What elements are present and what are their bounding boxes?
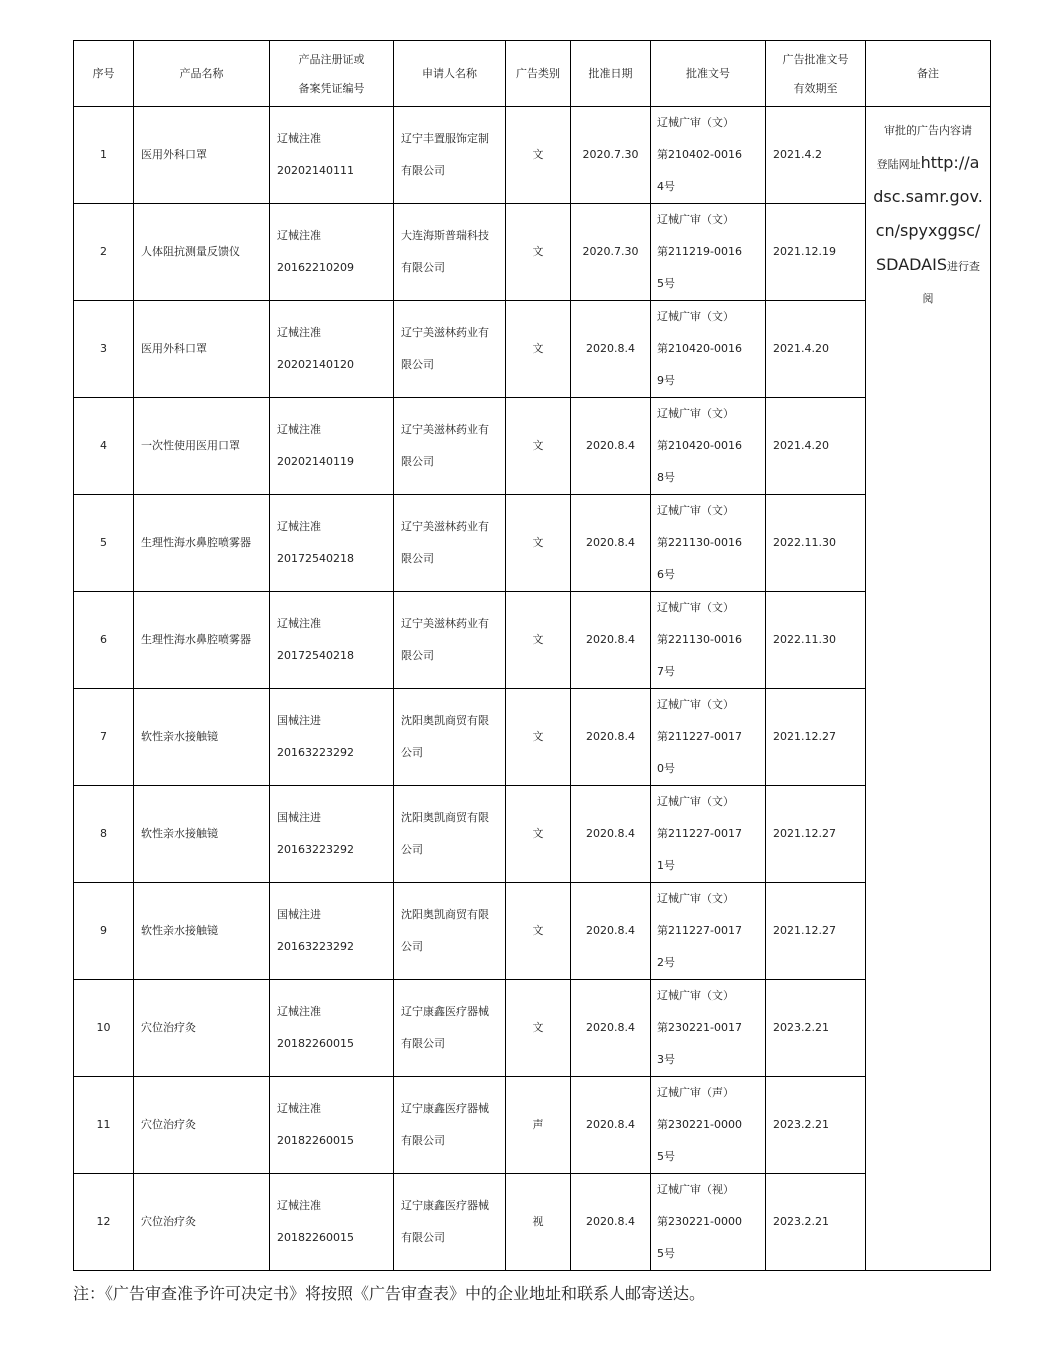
cell-ad-type	[506, 786, 571, 883]
cell-product-text: 一次性使用医用口罩	[141, 439, 240, 452]
cell-ad-type	[506, 1174, 571, 1271]
cell-reg-no	[270, 1174, 394, 1271]
cell-reg-no-text: 辽械注准 20202140120	[277, 326, 354, 371]
cell-ad-type	[506, 592, 571, 689]
cell-product	[134, 301, 270, 398]
cell-ad-type-text: 文	[532, 827, 544, 840]
header-valid-until	[766, 41, 866, 107]
cell-valid-until	[766, 592, 866, 689]
remark-prefix: 登陆网址	[876, 158, 921, 171]
header-reg-no-text: 产品注册证或 备案凭证编号	[298, 52, 365, 95]
cell-applicant-text: 沈阳奥凯商贸有限 公司	[401, 811, 489, 856]
cell-doc-no	[651, 883, 766, 980]
cell-doc-no-text: 辽械广审（文） 第210402-0016 4号	[657, 116, 742, 193]
cell-ad-type	[506, 980, 571, 1077]
cell-reg-no-text: 辽械注准 20172540218	[277, 520, 354, 565]
cell-no-text: 5	[100, 536, 107, 549]
cell-ad-type-text: 文	[532, 245, 544, 258]
cell-product-text: 软性亲水接触镜	[141, 730, 218, 743]
cell-doc-no	[651, 301, 766, 398]
cell-applicant-text: 辽宁美滋林药业有 限公司	[401, 617, 489, 662]
cell-product-text: 医用外科口罩	[141, 342, 207, 355]
cell-product	[134, 398, 270, 495]
cell-no	[74, 1174, 134, 1271]
cell-valid-until-text: 2021.12.19	[773, 245, 836, 258]
table-row	[74, 592, 991, 689]
cell-valid-until	[766, 398, 866, 495]
cell-applicant	[394, 592, 506, 689]
cell-valid-until	[766, 689, 866, 786]
approval-table	[73, 40, 991, 1271]
cell-valid-until-text: 2023.2.21	[773, 1215, 829, 1228]
cell-valid-until	[766, 301, 866, 398]
cell-valid-until-text: 2021.4.20	[773, 439, 829, 452]
cell-approve-date-text: 2020.7.30	[582, 148, 639, 161]
cell-applicant	[394, 204, 506, 301]
cell-doc-no-text: 辽械广审（文） 第210420-0016 8号	[657, 407, 742, 484]
cell-no	[74, 980, 134, 1077]
cell-doc-no	[651, 1174, 766, 1271]
cell-doc-no-text: 辽械广审（文） 第221130-0016 6号	[657, 504, 742, 581]
cell-reg-no-text: 辽械注准 20202140119	[277, 423, 354, 468]
cell-applicant-text: 辽宁康鑫医疗器械 有限公司	[401, 1005, 489, 1050]
cell-valid-until-text: 2022.11.30	[773, 536, 836, 549]
header-reg-no	[270, 41, 394, 107]
cell-doc-no	[651, 689, 766, 786]
table-body	[74, 107, 991, 1271]
remark-suffix: 进行查	[947, 260, 980, 273]
table-row	[74, 883, 991, 980]
cell-reg-no	[270, 204, 394, 301]
header-valid-until-text: 广告批准文号 有效期至	[782, 52, 849, 95]
table-row	[74, 689, 991, 786]
cell-reg-no	[270, 107, 394, 204]
cell-valid-until	[766, 1077, 866, 1174]
cell-reg-no	[270, 301, 394, 398]
cell-approve-date	[571, 495, 651, 592]
cell-product-text: 生理性海水鼻腔喷雾器	[141, 536, 251, 549]
cell-applicant-text: 辽宁康鑫医疗器械 有限公司	[401, 1199, 489, 1244]
cell-valid-until	[766, 107, 866, 204]
cell-applicant-text: 辽宁丰置服饰定制 有限公司	[401, 132, 489, 177]
cell-no	[74, 883, 134, 980]
cell-ad-type	[506, 301, 571, 398]
cell-applicant	[394, 786, 506, 883]
cell-no	[74, 592, 134, 689]
table-row	[74, 301, 991, 398]
cell-no	[74, 689, 134, 786]
cell-valid-until-text: 2022.11.30	[773, 633, 836, 646]
cell-doc-no-text: 辽械广审（声） 第230221-0000 5号	[657, 1086, 742, 1163]
cell-approve-date	[571, 398, 651, 495]
cell-reg-no-text: 辽械注准 20182260015	[277, 1199, 354, 1244]
cell-no-text: 9	[100, 924, 107, 937]
cell-doc-no-text: 辽械广审（文） 第230221-0017 3号	[657, 989, 742, 1066]
cell-reg-no-text: 国械注进 20163223292	[277, 908, 354, 953]
cell-no-text: 7	[100, 730, 107, 743]
table-header-row	[74, 41, 991, 107]
cell-ad-type	[506, 883, 571, 980]
header-remark: 备注	[866, 41, 991, 107]
cell-approve-date	[571, 301, 651, 398]
cell-reg-no	[270, 495, 394, 592]
cell-applicant-text: 沈阳奥凯商贸有限 公司	[401, 908, 489, 953]
cell-product-text: 人体阻抗测量反馈仪	[141, 245, 240, 258]
cell-product	[134, 980, 270, 1077]
cell-no-text: 4	[100, 439, 107, 452]
cell-ad-type	[506, 107, 571, 204]
cell-applicant	[394, 1174, 506, 1271]
cell-no-text: 10	[96, 1021, 111, 1034]
cell-ad-type	[506, 204, 571, 301]
cell-valid-until-text: 2023.2.21	[773, 1118, 829, 1131]
cell-product	[134, 786, 270, 883]
cell-valid-until-text: 2021.12.27	[773, 924, 836, 937]
cell-doc-no	[651, 1077, 766, 1174]
cell-product	[134, 592, 270, 689]
cell-product-text: 穴位治疗灸	[141, 1118, 196, 1131]
cell-approve-date	[571, 107, 651, 204]
remark-last: 阅	[922, 292, 934, 305]
cell-doc-no	[651, 204, 766, 301]
cell-approve-date	[571, 1174, 651, 1271]
cell-product	[134, 883, 270, 980]
cell-ad-type-text: 文	[532, 439, 544, 452]
cell-product	[134, 495, 270, 592]
cell-reg-no-text: 辽械注准 20162210209	[277, 229, 354, 274]
cell-reg-no-text: 辽械注准 20172540218	[277, 617, 354, 662]
cell-ad-type	[506, 398, 571, 495]
cell-product-text: 穴位治疗灸	[141, 1215, 196, 1228]
cell-product-text: 软性亲水接触镜	[141, 924, 218, 937]
table-row	[74, 107, 991, 204]
cell-valid-until	[766, 204, 866, 301]
header-no: 序号	[74, 41, 134, 107]
cell-product-text: 穴位治疗灸	[141, 1021, 196, 1034]
cell-valid-until	[766, 495, 866, 592]
cell-approve-date-text: 2020.8.4	[586, 633, 635, 646]
table-row	[74, 398, 991, 495]
cell-approve-date	[571, 204, 651, 301]
cell-approve-date-text: 2020.8.4	[586, 827, 635, 840]
cell-product-text: 软性亲水接触镜	[141, 827, 218, 840]
cell-approve-date-text: 2020.8.4	[586, 924, 635, 937]
remark-line1: 审批的广告内容请	[884, 124, 972, 137]
cell-doc-no-text: 辽械广审（视） 第230221-0000 5号	[657, 1183, 742, 1260]
cell-ad-type	[506, 689, 571, 786]
cell-no-text: 8	[100, 827, 107, 840]
remark-url-rest: dsc.samr.gov. cn/spyxggsc/ SDADAIS	[873, 187, 983, 274]
cell-applicant	[394, 301, 506, 398]
cell-no-text: 2	[100, 245, 107, 258]
header-ad-type: 广告类别	[506, 41, 571, 107]
cell-valid-until	[766, 786, 866, 883]
cell-reg-no-text: 国械注进 20163223292	[277, 811, 354, 856]
cell-ad-type-text: 文	[532, 730, 544, 743]
cell-applicant	[394, 107, 506, 204]
cell-applicant	[394, 495, 506, 592]
cell-approve-date	[571, 1077, 651, 1174]
cell-no-text: 12	[96, 1215, 111, 1228]
cell-ad-type-text: 视	[532, 1215, 544, 1228]
cell-no	[74, 495, 134, 592]
cell-no	[74, 107, 134, 204]
cell-ad-type-text: 文	[532, 536, 544, 549]
cell-doc-no-text: 辽械广审（文） 第221130-0016 7号	[657, 601, 742, 678]
cell-reg-no	[270, 1077, 394, 1174]
table-row	[74, 1077, 991, 1174]
footnote: 注：《广告审查准予许可决定书》将按照《广告审查表》中的企业地址和联系人邮寄送达。	[73, 1284, 706, 1303]
cell-approve-date-text: 2020.8.4	[586, 536, 635, 549]
cell-ad-type-text: 声	[532, 1118, 544, 1131]
cell-doc-no-text: 辽械广审（文） 第211227-0017 2号	[657, 892, 742, 969]
cell-no-text: 1	[100, 148, 107, 161]
cell-valid-until	[766, 980, 866, 1077]
cell-product	[134, 1077, 270, 1174]
cell-approve-date-text: 2020.8.4	[586, 1215, 635, 1228]
cell-approve-date	[571, 689, 651, 786]
cell-applicant	[394, 1077, 506, 1174]
cell-reg-no-text: 辽械注准 20202140111	[277, 132, 354, 177]
header-applicant: 申请人名称	[394, 41, 506, 107]
cell-approve-date	[571, 592, 651, 689]
cell-approve-date-text: 2020.8.4	[586, 439, 635, 452]
cell-applicant-text: 辽宁美滋林药业有 限公司	[401, 520, 489, 565]
cell-product-text: 生理性海水鼻腔喷雾器	[141, 633, 251, 646]
cell-product	[134, 204, 270, 301]
cell-valid-until-text: 2021.4.20	[773, 342, 829, 355]
cell-approve-date-text: 2020.8.4	[586, 730, 635, 743]
cell-doc-no-text: 辽械广审（文） 第211227-0017 1号	[657, 795, 742, 872]
cell-reg-no	[270, 980, 394, 1077]
cell-no	[74, 301, 134, 398]
cell-reg-no	[270, 786, 394, 883]
cell-ad-type	[506, 495, 571, 592]
cell-product	[134, 689, 270, 786]
cell-doc-no	[651, 592, 766, 689]
cell-valid-until-text: 2021.4.2	[773, 148, 822, 161]
cell-doc-no-text: 辽械广审（文） 第211219-0016 5号	[657, 213, 742, 290]
cell-no	[74, 1077, 134, 1174]
table-row	[74, 204, 991, 301]
cell-applicant-text: 辽宁康鑫医疗器械 有限公司	[401, 1102, 489, 1147]
cell-no	[74, 204, 134, 301]
cell-applicant-text: 辽宁美滋林药业有 限公司	[401, 423, 489, 468]
cell-doc-no	[651, 495, 766, 592]
cell-no	[74, 398, 134, 495]
cell-ad-type-text: 文	[532, 342, 544, 355]
table-row	[74, 786, 991, 883]
cell-approve-date-text: 2020.8.4	[586, 342, 635, 355]
cell-product	[134, 1174, 270, 1271]
cell-valid-until	[766, 1174, 866, 1271]
cell-doc-no	[651, 107, 766, 204]
cell-valid-until-text: 2021.12.27	[773, 730, 836, 743]
cell-applicant	[394, 398, 506, 495]
cell-approve-date	[571, 883, 651, 980]
cell-no-text: 11	[96, 1118, 111, 1131]
table-row	[74, 980, 991, 1077]
cell-no-text: 3	[100, 342, 107, 355]
cell-applicant-text: 辽宁美滋林药业有 限公司	[401, 326, 489, 371]
cell-reg-no	[270, 689, 394, 786]
cell-ad-type-text: 文	[532, 924, 544, 937]
cell-approve-date	[571, 980, 651, 1077]
header-product: 产品名称	[134, 41, 270, 107]
cell-doc-no-text: 辽械广审（文） 第211227-0017 0号	[657, 698, 742, 775]
cell-reg-no	[270, 883, 394, 980]
cell-reg-no-text: 辽械注准 20182260015	[277, 1102, 354, 1147]
cell-ad-type-text: 文	[532, 1021, 544, 1034]
cell-applicant-text: 沈阳奥凯商贸有限 公司	[401, 714, 489, 759]
cell-approve-date	[571, 786, 651, 883]
cell-ad-type-text: 文	[532, 633, 544, 646]
header-approve-date: 批准日期	[571, 41, 651, 107]
cell-no	[74, 786, 134, 883]
cell-ad-type	[506, 1077, 571, 1174]
cell-applicant-text: 大连海斯普瑞科技 有限公司	[401, 229, 489, 274]
cell-doc-no-text: 辽械广审（文） 第210420-0016 9号	[657, 310, 742, 387]
header-doc-no: 批准文号	[651, 41, 766, 107]
table-row	[74, 1174, 991, 1271]
cell-doc-no	[651, 980, 766, 1077]
cell-approve-date-text: 2020.8.4	[586, 1118, 635, 1131]
cell-approve-date-text: 2020.7.30	[582, 245, 639, 258]
cell-applicant	[394, 689, 506, 786]
cell-no-text: 6	[100, 633, 107, 646]
cell-reg-no-text: 国械注进 20163223292	[277, 714, 354, 759]
cell-ad-type-text: 文	[532, 148, 544, 161]
cell-valid-until-text: 2023.2.21	[773, 1021, 829, 1034]
cell-valid-until	[766, 883, 866, 980]
cell-remark	[866, 107, 991, 1271]
cell-doc-no	[651, 786, 766, 883]
cell-reg-no-text: 辽械注准 20182260015	[277, 1005, 354, 1050]
cell-reg-no	[270, 398, 394, 495]
cell-approve-date-text: 2020.8.4	[586, 1021, 635, 1034]
cell-applicant	[394, 980, 506, 1077]
cell-product-text: 医用外科口罩	[141, 148, 207, 161]
cell-applicant	[394, 883, 506, 980]
remark-url-part1: http://a	[920, 153, 980, 172]
table-row	[74, 495, 991, 592]
cell-reg-no	[270, 592, 394, 689]
cell-product	[134, 107, 270, 204]
cell-valid-until-text: 2021.12.27	[773, 827, 836, 840]
cell-doc-no	[651, 398, 766, 495]
